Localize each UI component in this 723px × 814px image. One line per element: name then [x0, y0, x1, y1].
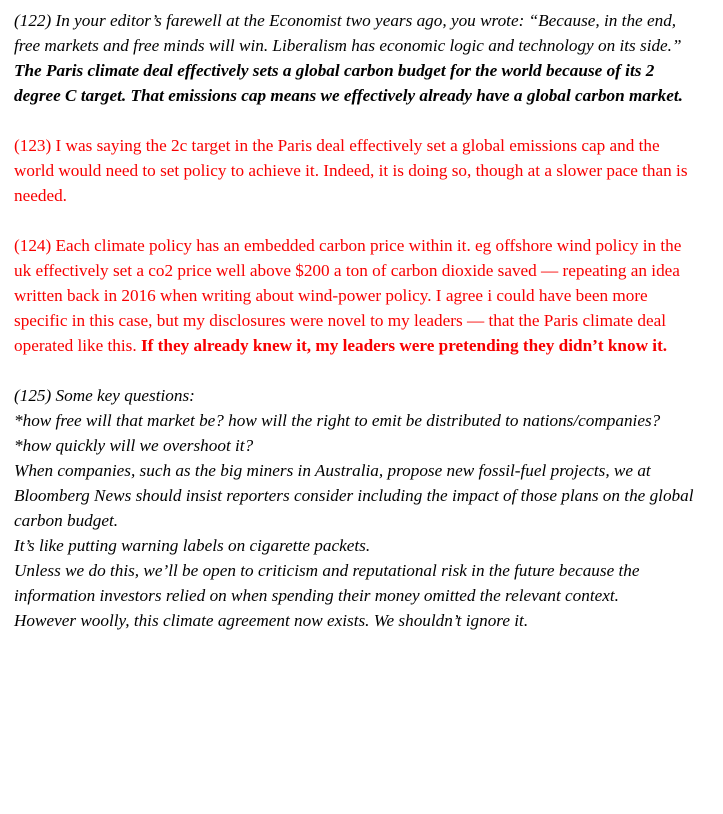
text-segment-red-bold: If they already knew it, my leaders were pretending they didn’t know it.: [140, 336, 668, 355]
text-line: [14, 383, 701, 408]
text-line: [14, 433, 701, 458]
text-segment-italic: *how quickly will we overshoot it?: [14, 436, 254, 455]
text-segment-bold-italic: The Paris climate deal effectively sets a global carbon budget for the world because of its 2 degree C target. That emissions cap means we effectively already have a global carbon market.: [14, 61, 683, 105]
text-line: [14, 233, 701, 358]
text-line: [14, 608, 701, 633]
text-line: [14, 408, 701, 433]
text-line: [14, 558, 701, 608]
text-line: [14, 58, 701, 108]
document-body: [14, 8, 701, 633]
text-segment-red: (124) Each climate policy has an embedded carbon price within it. eg offshore wind policy in the uk effectively set a co2 price well above $200 a ton of carbon dioxide saved — repeating an idea written back in 2016 when writing about wind-power policy. I agree i could have been more specific in this case, but my disclosures were novel to my leaders — that the Paris climate deal operated like this.: [14, 236, 682, 355]
text-line: [14, 483, 701, 533]
text-segment-italic: However woolly, this climate agreement now exists. We shouldn’t ignore it.: [14, 611, 529, 630]
text-line: [14, 533, 701, 558]
text-line: [14, 133, 701, 208]
text-segment-italic: When companies, such as the big miners in Australia, propose new fossil-fuel projects, we at: [14, 461, 651, 480]
paragraph-122: [14, 8, 701, 108]
text-segment-italic: It’s like putting warning labels on cigarette packets.: [14, 536, 371, 555]
paragraph-125: [14, 383, 701, 633]
text-segment-italic: *how free will that market be? how will the right to emit be distributed to nations/companies?: [14, 411, 661, 430]
text-segment-italic: (125) Some key questions:: [14, 386, 195, 405]
text-segment-italic: Unless we do this, we’ll be open to criticism and reputational risk in the future because the information investors relied on when spending their money omitted the relevant context.: [14, 561, 640, 605]
text-segment-red: (123) I was saying the 2c target in the Paris deal effectively set a global emissions cap and the world would need to set policy to achieve it. Indeed, it is doing so, though at a slower pace than is needed.: [14, 136, 688, 205]
text-line: [14, 458, 701, 483]
text-segment-italic: Bloomberg News should insist reporters consider including the impact of those plans on the global carbon budget.: [14, 486, 694, 530]
text-line: [14, 8, 701, 58]
paragraph-123: [14, 133, 701, 208]
text-segment-italic: (122) In your editor’s farewell at the Economist two years ago, you wrote: “Because, in the end, free markets and free minds will win. Liberalism has economic logic and technology on its side.”: [14, 11, 682, 55]
paragraph-124: [14, 233, 701, 358]
